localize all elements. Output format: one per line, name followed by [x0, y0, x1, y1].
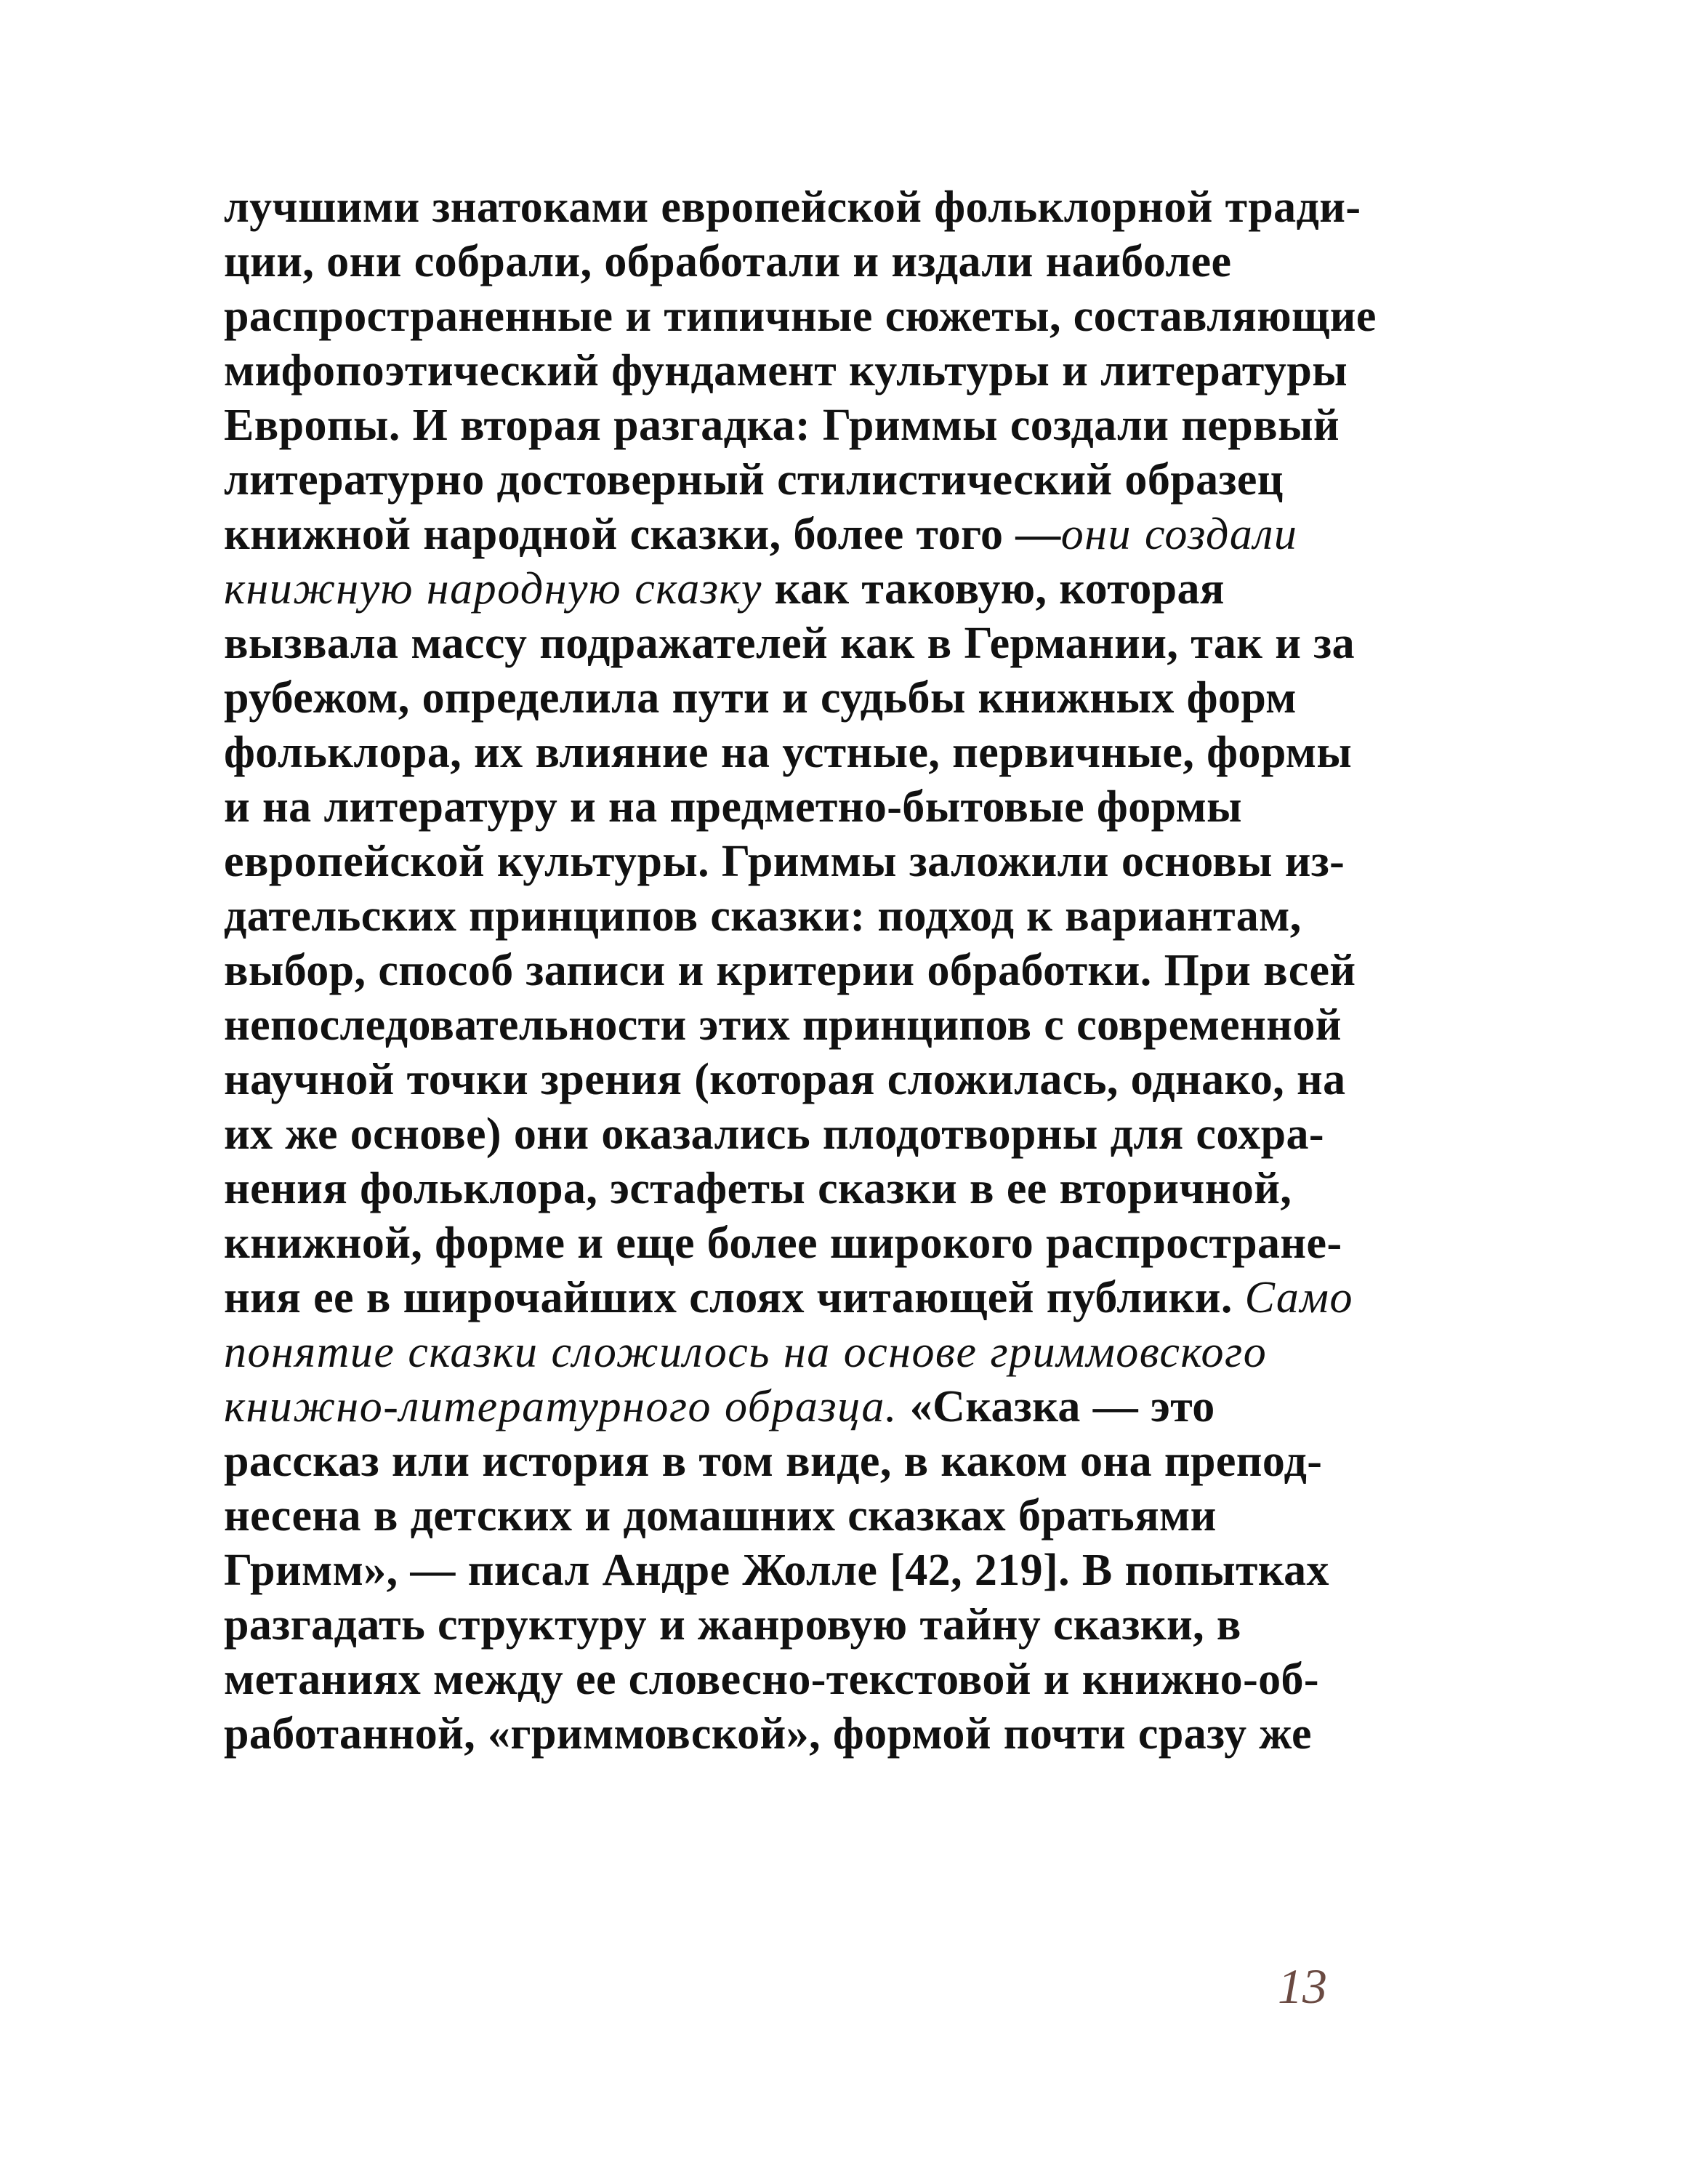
text-line	[224, 562, 1532, 616]
text-line: литературно достоверный стилистический образец	[224, 455, 1284, 505]
text-line: фольклора, их влияние на устные, первичные, формы	[224, 728, 1353, 777]
text-line: рубежом, определила пути и судьбы книжных форм	[224, 673, 1297, 723]
text-line: книжной, форме и еще более широкого распростране-	[224, 1218, 1342, 1268]
text-line: ции, они собрали, обработали и издали наиболее	[224, 237, 1232, 286]
text-line: Гримм», — писал Андре Жолле [42, 219]. В попытках	[224, 1546, 1329, 1595]
text-line: нения фольклора, эстафеты сказки в ее вторичной,	[224, 1164, 1292, 1213]
text-segment: ния ее в широчайших слоях читающей публики.	[224, 1273, 1245, 1322]
text-line: мифопоэтический фундамент культуры и литературы	[224, 346, 1348, 395]
text-segment: «Сказка — это	[897, 1382, 1215, 1431]
italic-segment: Само	[1244, 1273, 1354, 1322]
text-line: распространенные и типичные сюжеты, составляющие	[224, 292, 1377, 341]
text-line: и на литературу и на предметно-бытовые формы	[224, 782, 1242, 832]
text-line: Европы. И вторая разгадка: Гриммы создали первый	[224, 401, 1340, 450]
text-line: непоследовательности этих принципов с современной	[224, 1000, 1342, 1050]
text-segment: книжной народной сказки, более того —	[224, 510, 1061, 559]
text-segment: как таковую, которая	[762, 564, 1225, 614]
text-line: дательских принципов сказки: подход к вариантам,	[224, 891, 1302, 941]
body-text	[224, 180, 1532, 1762]
text-line: лучшими знатоками европейской фольклорной тради-	[224, 182, 1361, 232]
text-line: европейской культуры. Гриммы заложили основы из-	[224, 837, 1345, 886]
text-line: вызвала массу подражателей как в Германии, так и за	[224, 619, 1355, 668]
text-line	[224, 1271, 1532, 1325]
text-line: научной точки зрения (которая сложилась, однако, на	[224, 1055, 1346, 1104]
italic-segment: понятие сказки сложилось на основе гриммовского	[224, 1328, 1268, 1377]
text-line	[224, 1380, 1532, 1434]
text-line: работанной, «гриммовской», формой почти сразу же	[224, 1709, 1312, 1759]
text-line	[224, 507, 1532, 562]
text-line: метаниях между ее словесно-текстовой и книжно-об-	[224, 1655, 1319, 1704]
italic-segment: они создали	[1060, 510, 1298, 559]
text-line: выбор, способ записи и критерии обработки. При всей	[224, 946, 1356, 995]
text-line	[224, 1325, 1532, 1380]
text-line: несена в детских и домашних сказках братьями	[224, 1491, 1217, 1541]
page-number: 13	[1278, 1959, 1327, 2014]
text-line: их же основе) они оказались плодотворны для сохра-	[224, 1109, 1324, 1159]
italic-segment: книжно-литературного образца.	[224, 1382, 898, 1431]
text-line: рассказ или история в том виде, в каком она препод-	[224, 1437, 1323, 1486]
text-line: разгадать структуру и жанровую тайну сказки, в	[224, 1600, 1241, 1650]
italic-segment: книжную народную сказку	[224, 564, 762, 614]
